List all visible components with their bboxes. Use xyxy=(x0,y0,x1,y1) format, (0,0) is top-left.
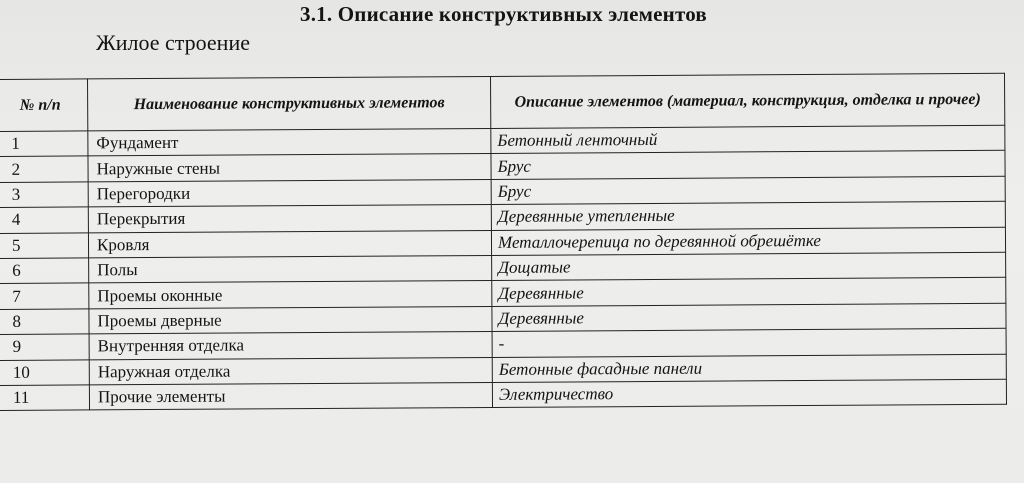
element-description: Деревянные утепленные xyxy=(491,201,1005,230)
row-number: 5 xyxy=(0,232,89,258)
element-name: Внутренняя отделка xyxy=(89,332,492,360)
element-name: Перегородки xyxy=(88,179,491,207)
element-name: Наружные стены xyxy=(88,154,491,182)
table-row xyxy=(0,379,1007,411)
structural-elements-table xyxy=(0,73,1007,411)
element-description: Деревянные xyxy=(492,303,1006,332)
element-name: Прочие элементы xyxy=(89,382,492,410)
header-description: Описание элементов (материал, конструкция, отделка и прочее) xyxy=(490,73,1004,128)
element-description: Дощатые xyxy=(492,252,1006,281)
row-number: 8 xyxy=(0,309,89,335)
element-description: Деревянные xyxy=(492,278,1006,307)
header-num: № п/п xyxy=(0,79,88,132)
row-number: 10 xyxy=(0,359,89,385)
building-subheading: Жилое строение xyxy=(96,30,250,55)
row-number: 1 xyxy=(0,131,88,157)
element-name: Полы xyxy=(89,255,492,283)
row-number: 2 xyxy=(0,156,88,182)
row-number: 9 xyxy=(0,334,89,360)
element-name: Проемы дверные xyxy=(89,306,492,334)
element-description: - xyxy=(492,328,1006,357)
row-number: 4 xyxy=(0,207,88,233)
element-name: Кровля xyxy=(88,230,491,258)
row-number: 11 xyxy=(0,385,90,411)
row-number: 6 xyxy=(0,258,89,284)
element-name: Фундамент xyxy=(88,128,491,156)
element-description: Металлочерепица по деревянной обрешётке xyxy=(491,227,1005,256)
element-description: Брус xyxy=(491,151,1005,180)
element-description: Брус xyxy=(491,176,1005,205)
element-description: Бетонный ленточный xyxy=(491,125,1005,154)
element-name: Перекрытия xyxy=(88,205,491,233)
element-description: Бетонные фасадные панели xyxy=(492,354,1006,383)
header-name: Наименование конструктивных элементов xyxy=(88,76,491,130)
row-number: 3 xyxy=(0,182,88,208)
table-body xyxy=(0,125,1007,410)
row-number: 7 xyxy=(0,283,89,309)
table-header-row xyxy=(0,73,1005,131)
element-description: Электричество xyxy=(492,379,1006,408)
element-name: Наружная отделка xyxy=(89,357,492,385)
element-name: Проемы оконные xyxy=(89,281,492,309)
section-heading: 3.1. Описание конструктивных элементов xyxy=(300,2,707,26)
